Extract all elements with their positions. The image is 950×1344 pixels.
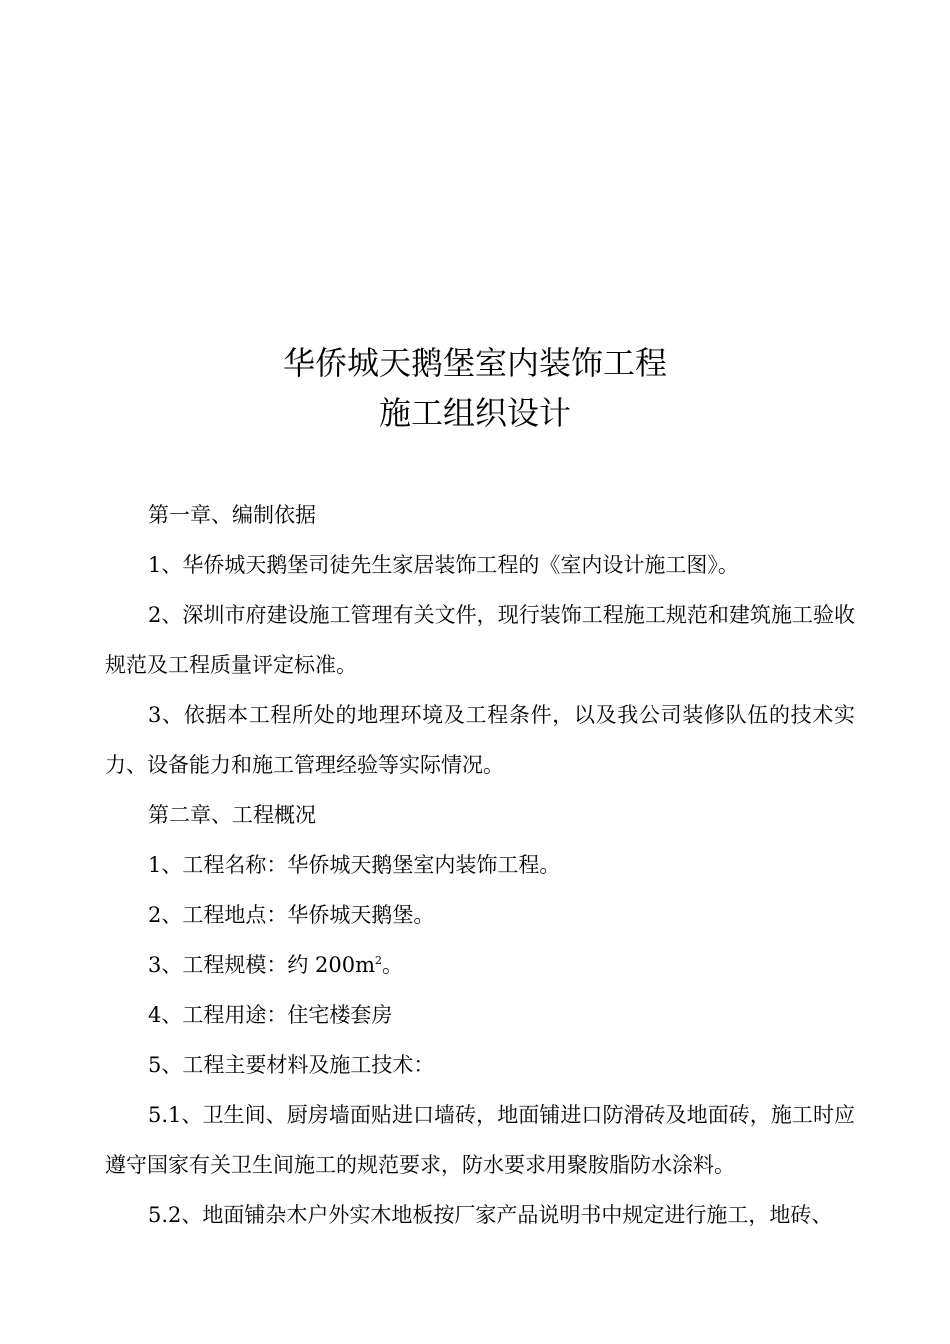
chapter-1-item-3: 3、依据本工程所处的地理环境及工程条件，以及我公司装修队伍的技术实力、设备能力和施工管理经验等实际情况。 [105,703,855,777]
item-3-text: 3、工程规模：约 200m [148,953,376,977]
chapter-2-heading: 第二章、工程概况 [148,803,316,827]
chapter-2-item-4: 4、工程用途：住宅楼套房 [148,1003,393,1027]
chapter-2-item-5-1: 5.1、卫生间、厨房墙面贴进口墙砖，地面铺进口防滑砖及地面砖，施工时应遵守国家有关卫生间施工的规范要求，防水要求用聚胺脂防水涂料。 [105,1103,855,1177]
chapter-2-item-2: 2、工程地点：华侨城天鹅堡。 [148,903,435,927]
chapter-1-item-2: 2、深圳市府建设施工管理有关文件，现行装饰工程施工规范和建筑施工验收规范及工程质量评定标准。 [105,603,855,677]
chapter-1-item-1: 1、华侨城天鹅堡司徒先生家居装饰工程的《室内设计施工图》。 [148,553,739,577]
superscript-2: 2 [375,954,383,967]
chapter-1-heading: 第一章、编制依据 [148,503,316,527]
chapter-2-item-5: 5、工程主要材料及施工技术： [148,1053,435,1077]
document-body [105,490,855,1240]
document-title [0,338,950,438]
chapter-2-item-1: 1、工程名称：华侨城天鹅堡室内装饰工程。 [148,853,561,877]
chapter-2-item-5-2: 5.2、地面铺杂木户外实木地板按厂家产品说明书中规定进行施工，地砖、 [148,1203,833,1227]
chapter-2-item-3 [105,940,855,990]
title-line-1: 华侨城天鹅堡室内装饰工程 [282,344,667,382]
item-3-suffix: 。 [382,953,404,977]
title-line-2: 施工组织设计 [378,394,571,432]
